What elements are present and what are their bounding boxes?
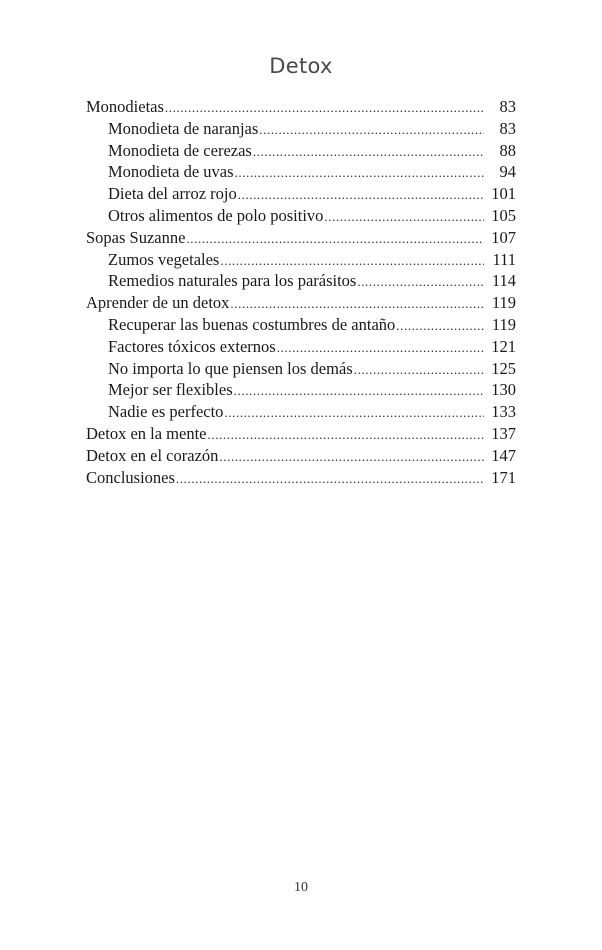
page-number: 10 bbox=[294, 880, 308, 895]
dot-leader bbox=[234, 380, 484, 401]
toc-entry bbox=[86, 379, 516, 401]
toc-entry-page: 133 bbox=[491, 402, 516, 422]
dot-leader bbox=[219, 446, 484, 467]
toc-entry-title: Factores tóxicos externos bbox=[108, 336, 276, 356]
dot-leader bbox=[186, 228, 484, 249]
toc-entry bbox=[86, 401, 516, 423]
toc-entry bbox=[86, 358, 516, 380]
dot-leader bbox=[396, 315, 484, 336]
toc-entry-title: Monodietas bbox=[86, 97, 164, 116]
toc-entry bbox=[86, 118, 516, 140]
toc-entry-page: 147 bbox=[491, 445, 516, 465]
toc-entry-page: 171 bbox=[491, 467, 516, 487]
toc-entry-title: Monodieta de naranjas bbox=[108, 118, 259, 138]
toc-entry-page: 121 bbox=[491, 336, 516, 356]
dot-leader bbox=[176, 468, 484, 489]
toc-entry bbox=[86, 467, 516, 489]
toc-entry bbox=[86, 205, 516, 227]
toc-entry-title: Zumos vegetales bbox=[108, 249, 220, 269]
toc-entry bbox=[86, 183, 516, 205]
toc-entry bbox=[86, 314, 516, 336]
toc-entry bbox=[86, 161, 516, 183]
toc-entry bbox=[86, 270, 516, 292]
toc-entry bbox=[86, 336, 516, 358]
dot-leader bbox=[230, 293, 484, 314]
toc-entry-title: Remedios naturales para los parásitos bbox=[108, 271, 357, 291]
dot-leader bbox=[208, 424, 485, 445]
toc-entry bbox=[86, 227, 516, 249]
toc-entry-title: Detox en la mente bbox=[86, 423, 207, 443]
toc-entry-page: 125 bbox=[491, 358, 516, 378]
dot-leader bbox=[357, 271, 484, 292]
toc-entry-title: Detox en el corazón bbox=[86, 445, 219, 465]
running-header: Detox bbox=[269, 54, 333, 78]
dot-leader bbox=[324, 206, 484, 227]
toc-entry bbox=[86, 249, 516, 271]
toc-entry bbox=[86, 423, 516, 445]
toc-entry-title: Nadie es perfecto bbox=[108, 402, 224, 422]
dot-leader bbox=[253, 141, 484, 162]
toc-entry-title: Dieta del arroz rojo bbox=[108, 184, 237, 204]
toc-entry-page: 83 bbox=[499, 97, 516, 116]
dot-leader bbox=[259, 119, 484, 140]
toc-entry-page: 119 bbox=[491, 293, 516, 313]
dot-leader bbox=[277, 337, 484, 358]
toc-entry-page: 114 bbox=[491, 271, 516, 291]
toc-entry-page: 119 bbox=[491, 314, 516, 334]
toc-entry-title: Mejor ser flexibles bbox=[108, 380, 233, 400]
toc-entry-title: Aprender de un detox bbox=[86, 293, 230, 313]
toc-entry-title: Recuperar las buenas costumbres de antaño bbox=[108, 314, 396, 334]
toc-entry-page: 111 bbox=[492, 249, 516, 269]
dot-leader bbox=[220, 250, 484, 271]
table-of-contents bbox=[86, 96, 516, 488]
toc-entry-page: 94 bbox=[499, 162, 516, 182]
toc-entry-page: 88 bbox=[499, 140, 516, 160]
toc-entry-page: 105 bbox=[491, 205, 516, 225]
toc-entry-title: No importa lo que piensen los demás bbox=[108, 358, 353, 378]
toc-entry-page: 137 bbox=[491, 423, 516, 443]
dot-leader bbox=[238, 184, 484, 205]
dot-leader bbox=[165, 97, 484, 118]
toc-entry bbox=[86, 140, 516, 162]
toc-entry-page: 101 bbox=[491, 184, 516, 204]
toc-entry bbox=[86, 445, 516, 467]
toc-entry-page: 83 bbox=[499, 118, 516, 138]
dot-leader bbox=[235, 162, 484, 183]
dot-leader bbox=[354, 359, 484, 380]
toc-entry-page: 130 bbox=[491, 380, 516, 400]
dot-leader bbox=[224, 402, 484, 423]
toc-entry-page: 107 bbox=[491, 227, 516, 247]
toc-entry-title: Otros alimentos de polo positivo bbox=[108, 205, 324, 225]
toc-entry bbox=[86, 292, 516, 314]
toc-entry-title: Monodieta de uvas bbox=[108, 162, 234, 182]
toc-entry bbox=[86, 96, 516, 118]
toc-entry-title: Sopas Suzanne bbox=[86, 227, 186, 247]
toc-entry-title: Monodieta de cerezas bbox=[108, 140, 252, 160]
toc-entry-title: Conclusiones bbox=[86, 467, 175, 487]
